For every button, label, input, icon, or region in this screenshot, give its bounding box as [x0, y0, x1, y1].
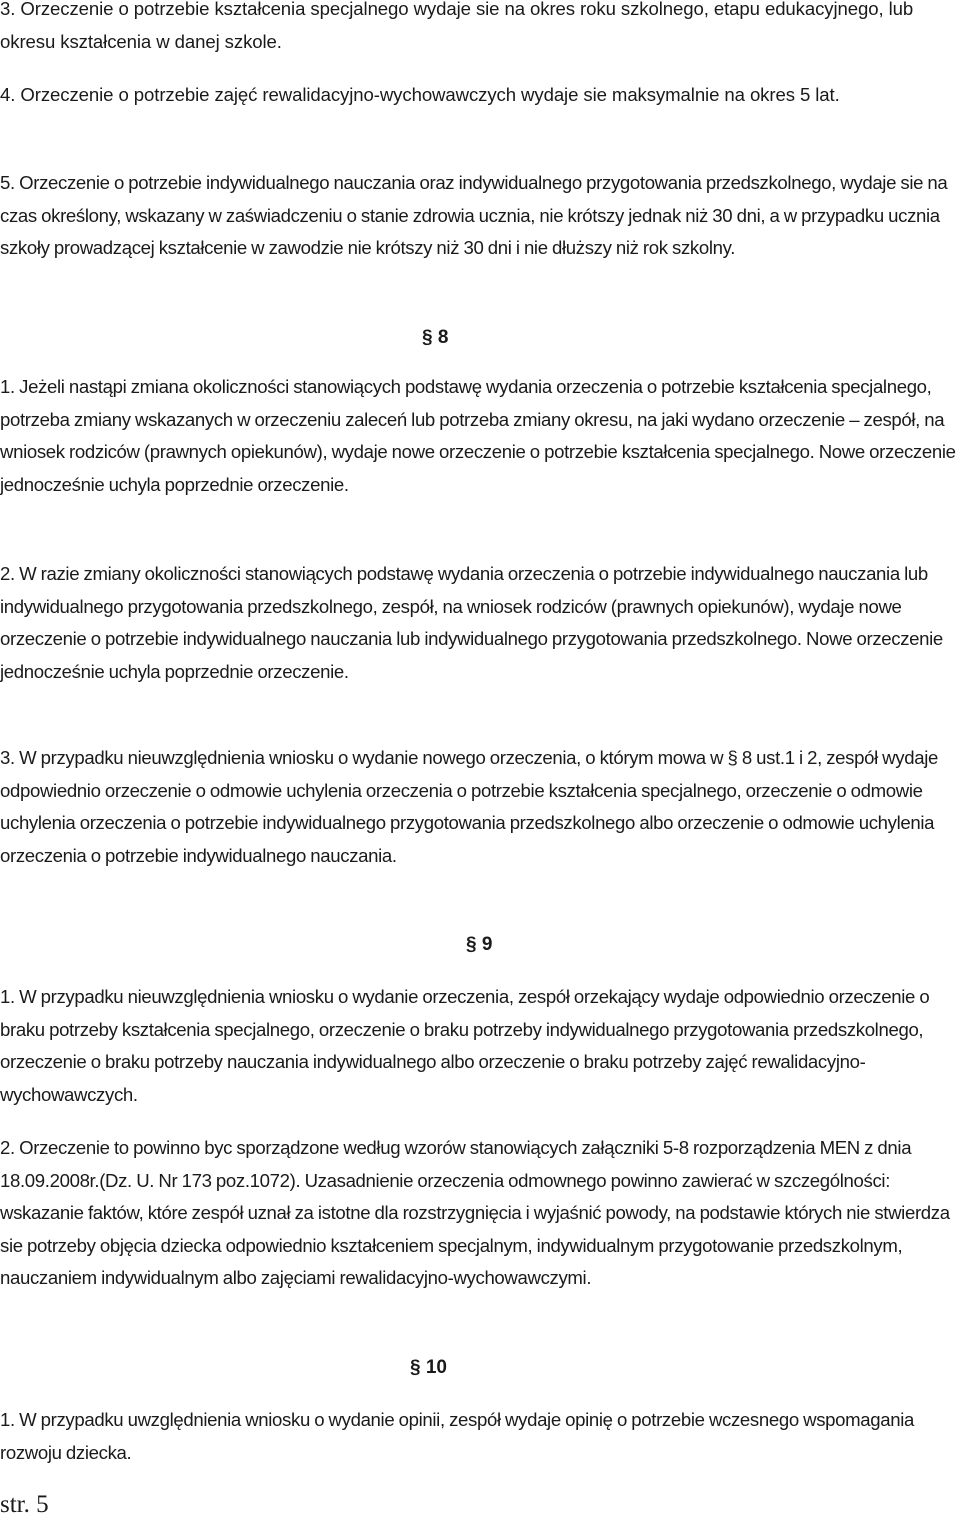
section-8-paragraph-2: 2. W razie zmiany okoliczności stanowiących podstawę wydania orzeczenia o potrzebie indywidualnego nauczania lub indywidualnego przygotowania przedszkolnego, zespół, na wniosek rodziców (prawnych opiekunów), wydaje nowe orzeczenie o potrzebie indywidualnego nauczania lub indywidualnego przygotowania przedszkolnego. Nowe orzeczenie jednocześnie uchyla poprzednie orzeczenie. — [0, 563, 943, 682]
section-9-heading: § 9 — [466, 934, 493, 955]
section-10-paragraph-1: 1. W przypadku uwzględnienia wniosku o wydanie opinii, zespół wydaje opinię o potrzebie wczesnego wspomagania rozwoju dziecka. — [0, 1409, 915, 1463]
section-8-heading: § 8 — [422, 327, 449, 348]
section-10-heading: § 10 — [410, 1357, 447, 1378]
section-8-paragraph-3: 3. W przypadku nieuwzględnienia wniosku o wydanie nowego orzeczenia, o którym mowa w § 8 ust.1 i 2, zespół wydaje odpowiednio orzeczenie o odmowie uchylenia orzeczenia o potrzebie kształcenia specjalnego, orzeczenie o odmowie uchylenia orzeczenia o potrzebie indywidualnego przygotowania przedszkolnego albo orzeczenie o odmowie uchylenia orzeczenia o potrzebie indywidualnego nauczania. — [0, 747, 938, 866]
paragraph-4-rehabilitation-period: 4. Orzeczenie o potrzebie zajęć rewalidacyjno-wychowawczych wydaje sie maksymalnie na okres 5 lat. — [0, 84, 840, 105]
paragraph-3-training-period: 3. Orzeczenie o potrzebie kształcenia specjalnego wydaje sie na okres roku szkolnego, etapu edukacyjnego, lub okresu kształcenia w danej szkole. — [0, 0, 914, 52]
paragraph-5-individual-teaching-period: 5. Orzeczenie o potrzebie indywidualnego nauczania oraz indywidualnego przygotowania przedszkolnego, wydaje sie na czas określony, wskazany w zaświadczeniu o stanie zdrowia ucznia, nie krótszy jednak niż 30 dni, a w przypadku ucznia szkoły prowadzącej kształcenie w zawodzie nie krótszy niż 30 dni i nie dłuższy niż rok szkolny. — [0, 172, 948, 259]
page-number: str. 5 — [0, 1491, 49, 1518]
section-8-paragraph-1: 1. Jeżeli nastąpi zmiana okoliczności stanowiących podstawę wydania orzeczenia o potrzebie kształcenia specjalnego, potrzeba zmiany wskazanych w orzeczeniu zaleceń lub potrzeba zmiany okresu, na jaki wydano orzeczenie – zespół, na wniosek rodziców (prawnych opiekunów), wydaje nowe orzeczenie o potrzebie kształcenia specjalnego. Nowe orzeczenie jednocześnie uchyla poprzednie orzeczenie. — [0, 376, 956, 495]
section-9-paragraph-1: 1. W przypadku nieuwzględnienia wniosku o wydanie orzeczenia, zespół orzekający wydaje odpowiednio orzeczenie o braku potrzeby kształcenia specjalnego, orzeczenie o braku potrzeby indywidualnego przygotowania przedszkolnego, orzeczenie o braku potrzeby nauczania indywidualnego albo orzeczenie o braku potrzeby zajęć rewalidacyjno-wychowawczych. — [0, 986, 930, 1105]
section-9-paragraph-2: 2. Orzeczenie to powinno byc sporządzone według wzorów stanowiących załączniki 5-8 rozporządzenia MEN z dnia 18.09.2008r.(Dz. U. Nr 173 poz.1072). Uzasadnienie orzeczenia odmownego powinno zawierać w szczególności: wskazanie faktów, które zespół uznał za istotne dla rozstrzygnięcia i wyjaśnić powody, na podstawie których nie stwierdza sie potrzeby objęcia dziecka odpowiednio kształceniem specjalnym, indywidualnym przygotowanie przedszkolnym, nauczaniem indywidualnym albo zajęciami rewalidacyjno-wychowawczymi. — [0, 1137, 950, 1289]
